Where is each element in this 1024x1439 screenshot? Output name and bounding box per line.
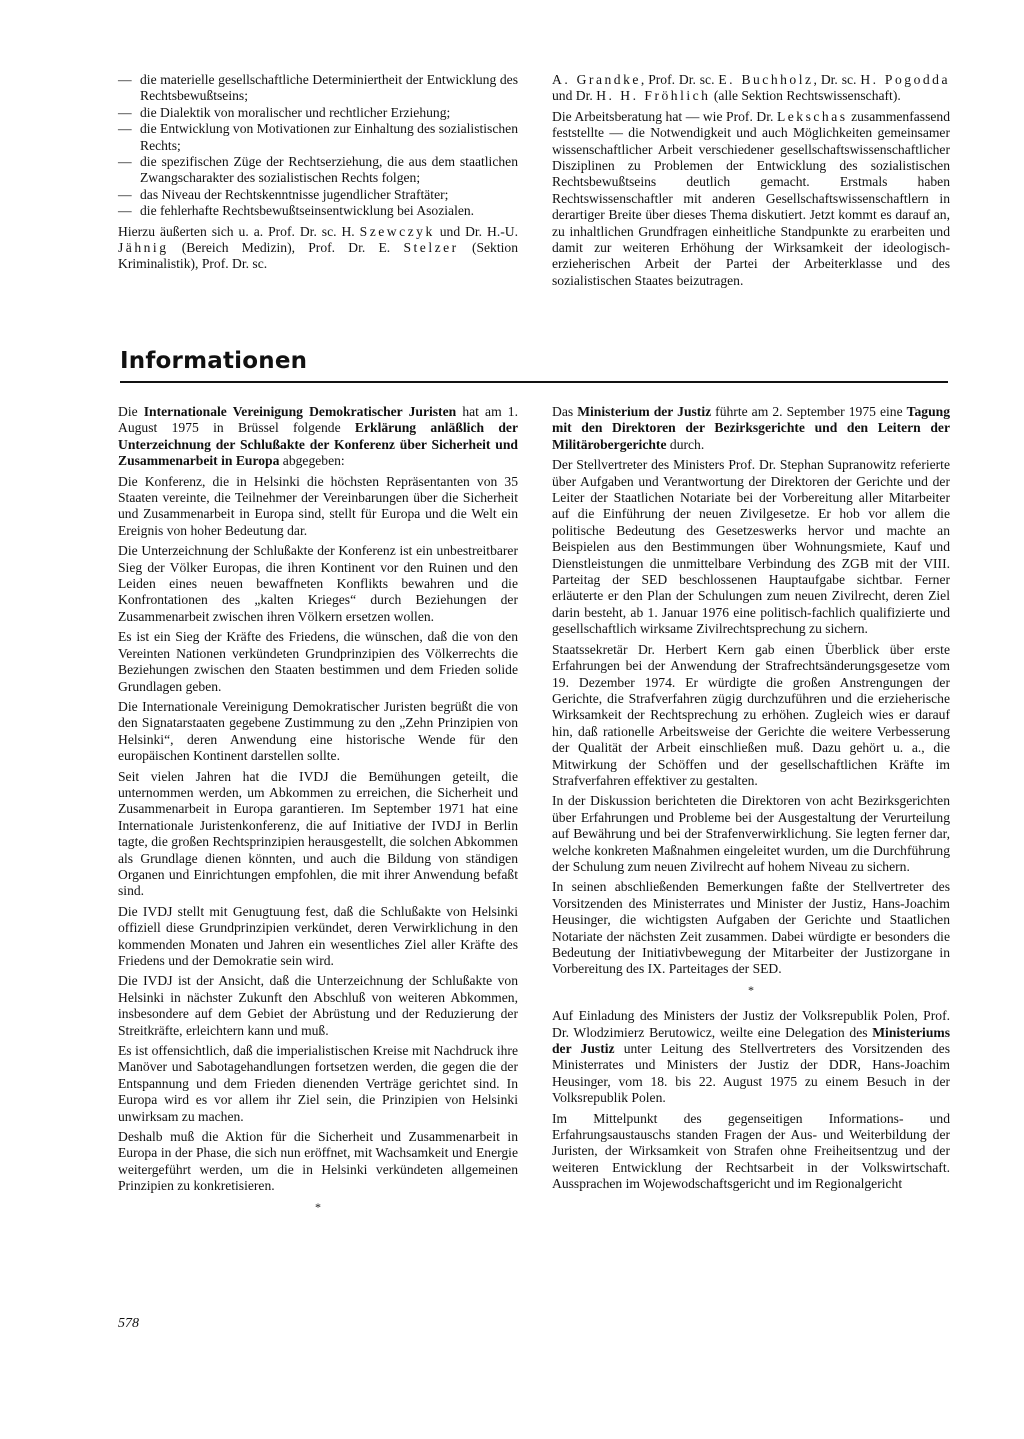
paragraph: Es ist offensichtlich, daß die imperialistischen Kreise mit Nachdruck ihre Manöver und Sabotagehandlungen fortsetzen werden, die gegen die der Entspannung und dem Frieden dienenden Verträge gerichtet sind. In Europa wird es vor allem ihr Ziel sein, die Prinzipien von Helsinki unwirksam zu machen. — [118, 1043, 518, 1124]
separator-asterisk: * — [315, 1199, 321, 1214]
paragraph: In der Diskussion berichteten die Direktoren von acht Bezirksgerichten über Erfahrungen und Probleme bei der Ausgestaltung der Verurteilung auf Bewährung und bei der Strafenverwirklichung. Sie legten ferner dar, welche konkreten Maßnahmen eingeleitet wurden, um die Durchführung der Schulung zum neuen Zivilrecht auf hohem Niveau zu sichern. — [552, 793, 950, 874]
participants-continuation: A. Grandke, Prof. Dr. sc. E. Buchholz, Dr. sc. H. Pogodda und Dr. H. H. Fröhlich (alle Sektion Rechtswissenschaft). — [552, 72, 950, 104]
paragraph: Staatssekretär Dr. Herbert Kern gab einen Überblick über erste Erfahrungen bei der Anwendung der Strafrechtsänderungsgesetze vom 19. Dezember 1974. Er würdigte die großen Anstrengungen der Gerichte, die Strafverfahren zügig durchzuführen und die erzieherische Wirksamkeit der Rechtsprechung zu erhöhen. Zugleich wies er darauf hin, daß rationelle Arbeitsweise der Gerichte die weitere Verbesserung der Qualität der Arbeit einschließen muß. Dazu gehört u. a., die Mitwirkung der Schöffen und der gesellschaftlichen Kräfte im Strafverfahren effektiver zu gestalten. — [552, 641, 950, 788]
paragraph: Im Mittelpunkt des gegenseitigen Informations- und Erfahrungsaustauschs standen Fragen der Aus- und Weiterbildung der Juristen, der Wirksamkeit von Strafen ohne Freiheitsentzug und der weiteren Entwicklung der Rechtsarbeit in der Volkswirtschaft. Aussprachen im Wojewodschaftsgericht und im Regionalgericht — [552, 1110, 950, 1192]
list-item: — die spezifischen Züge der Rechtserziehung, die aus dem staatlichen Zwangscharakter des sozialistischen Rechts folgen; — [118, 154, 518, 186]
section-title: Informationen — [120, 348, 308, 374]
section-header — [120, 345, 948, 383]
paragraph: Die IVDJ ist der Ansicht, daß die Unterzeichnung der Schlußakte von Helsinki in nächster Zukunft den Abschluß von weiteren Abkommen, insbesondere auf dem Gebiet der Abrüstung und der Reduzierung der Streitkräfte, erleichtern kann und muß. — [118, 973, 518, 1038]
list-item: — die fehlerhafte Rechtsbewußtseinsentwicklung bei Asozialen. — [118, 203, 475, 219]
page-number: 578 — [118, 1316, 139, 1331]
paragraph: Es ist ein Sieg der Kräfte des Friedens, die wünschen, daß die von den Vereinten Nationen verkündeten Grundprinzipien des Völkerrechts die Beziehungen zwischen den Staaten bestimmen und dem Frieden solide Grundlagen geben. — [118, 629, 518, 694]
paragraph: Die Internationale Vereinigung Demokratischer Juristen begrüßt die von den Signatarstaaten gegebene Zustimmung zu den „Zehn Prinzipien von Helsinki“, deren Anwendung eine historische Wende für den europäischen Kontinent darstellen sollte. — [118, 698, 518, 764]
list-item: — die materielle gesellschaftliche Determiniertheit der Entwicklung des Rechtsbewußtseins; — [118, 72, 518, 104]
summary-paragraph: Die Arbeitsberatung hat — wie Prof. Dr. Lekschas zusammenfassend feststellte — die Notwendigkeit und auch Möglichkeiten gemeinsamer wissenschaftlicher Arbeit verschiedener gesellschaftswissenschaftlicher Disziplinen zu Problemen der Entwicklung des sozialistischen Rechtsbewußtseins deutlich gemacht. Erstmals haben Rechtswissenschaftler mit anderen Gesellschaftswissenschaftlern in derartiger Breite über dieses Thema diskutiert. Jetzt kommt es darauf an, zu inhaltlichen Grundfragen einheitliche Standpunkte zu erarbeiten und damit zur weiteren Erhöhung der Wirksamkeit der ideologisch-erzieherischen Arbeit der Partei der Arbeiterklasse und des sozialistischen Staates beizutragen. — [552, 108, 950, 288]
top-right-column — [552, 72, 950, 293]
article-intro: Auf Einladung des Ministers der Justiz der Volksrepublik Polen, Prof. Dr. Wlodzimierz Berutowicz, weilte eine Delegation des Ministeriums der Justiz unter Leitung des Stellvertreters des Vorsitzenden des Ministerrates und Ministers der Justiz der DDR, Hans-Joachim Heusinger, vom 18. bis 22. August 1975 zu einem Besuch in der Volksrepublik Polen. — [552, 1008, 951, 1106]
list-item: — die Entwicklung von Motivationen zur Einhaltung des sozialistischen Rechts; — [118, 121, 518, 153]
paragraph: Der Stellvertreter des Ministers Prof. Dr. Stephan Supranowitz referierte über Aufgaben und Verantwortung der Direktoren der Gerichte und der Leiter der Staatlichen Notariate bei der Vorbereitung aller Mitarbeiter auf die Einführung der neuen Zivilgesetze. Er hob vor allem die politische Bedeutung des Gesetzeswerks hervor und machte an Beispielen aus den Bestimmungen über Wohnungsmiete, Kauf und Dienstleistungen die unmittelbare Verbindung des ZGB mit der VIII. Parteitag der SED beschlossenen Hauptaufgabe sichtbar. Ferner erläuterte er den Plan der Schulungen zum neuen Zivilrecht, deren Ziel darin besteht, ab 1. Januar 1976 eine politisch-fachlich qualifizierte und gesellschaftlich wirksame Zivilrechtsprechung zu sichern. — [552, 457, 950, 637]
paragraph: Deshalb muß die Aktion für die Sicherheit und Zusammenarbeit in Europa in der Phase, die sich nun eröffnet, mit Wachsamkeit und Energie weitergeführt werden, um die in Helsinki verkündeten allgemeinen Prinzipien zu konkretisieren. — [118, 1129, 518, 1194]
article-intro: Die Internationale Vereinigung Demokratischer Juristen hat am 1. August 1975 in Brüssel folgende Erklärung anläßlich der Unterzeichnung der Schlußakte der Konferenz über Sicherheit und Zusammenarbeit in Europa abgegeben: — [118, 404, 518, 469]
article-intro: Das Ministerium der Justiz führte am 2. September 1975 eine Tagung mit den Direktoren der Bezirksgerichte und den Leitern der Militärobergerichte durch. — [552, 404, 951, 452]
right-column — [552, 404, 950, 1197]
list-item: — das Niveau der Rechtskenntnisse jugendlicher Straftäter; — [118, 186, 449, 202]
top-left-column — [118, 72, 518, 277]
list-item: — die Dialektik von moralischer und rechtlicher Erziehung; — [118, 104, 451, 120]
paragraph: Die Unterzeichnung der Schlußakte der Konferenz ist ein unbestreitbarer Sieg der Völker Europas, die ihren Kontinent vor den Ruinen und den Leiden eines neuen bewaffneten Konflikts bewahren und die Konfrontationen des „kalten Krieges“ durch Beziehungen der Zusammenarbeit zwischen ihren Völkern ersetzen wollen. — [118, 543, 518, 624]
left-column — [118, 404, 518, 1225]
paragraph: Die Konferenz, die in Helsinki die höchsten Repräsentanten von 35 Staaten vereinte, die Teilnehmer der Vereinbarungen über die Sicherheit und Zusammenarbeit in Europa sind, stellt für Europa und die Welt ein Ereignis von hoher Bedeutung dar. — [118, 473, 518, 538]
paragraph: In seinen abschließenden Bemerkungen faßte der Stellvertreter des Vorsitzenden des Ministerrates und Minister der Justiz, Hans-Joachim Heusinger, die wichtigsten Aufgaben der Gerichte und Staatlichen Notariate der nächsten Zeit zusammen. Dabei würdigte er besonders die Bedeutung der Initiativbewegung der Mitarbeiter der Justizorgane in Vorbereitung des IX. Parteitages der SED. — [552, 879, 950, 977]
participants-paragraph: Hierzu äußerten sich u. a. Prof. Dr. sc. H. Szewczyk und Dr. H.-U. Jähnig (Bereich Medizin), Prof. Dr. E. Stelzer (Sektion Kriminalistik), Prof. Dr. sc. — [118, 223, 519, 272]
separator-asterisk: * — [748, 982, 754, 997]
paragraph: Seit vielen Jahren hat die IVDJ die Bemühungen geteilt, die unternommen werden, um Abkommen zu erreichen, die Sicherheit und Zusammenarbeit in Europa garantieren. Im September 1971 hat eine Internationale Juristenkonferenz, die auf Initiative der IVDJ in Berlin tagte, die großen Rechtsprinzipien herausgestellt, die solchen Abkommen als Grundlage dienen könnten, und auch die Bildung von ständigen Organen und Einrichtungen empfohlen, die mit ihrer Anwendung befaßt sind. — [118, 768, 518, 899]
paragraph: Die IVDJ stellt mit Genugtuung fest, daß die Schlußakte von Helsinki offiziell diese Grundprinzipien verkündet, deren Verwirklichung in den kommenden Monaten und Jahren ein wesentliches Ziel aller Kräfte des Friedens und der Demokratie sein wird. — [118, 903, 518, 968]
topic-list — [118, 72, 518, 220]
